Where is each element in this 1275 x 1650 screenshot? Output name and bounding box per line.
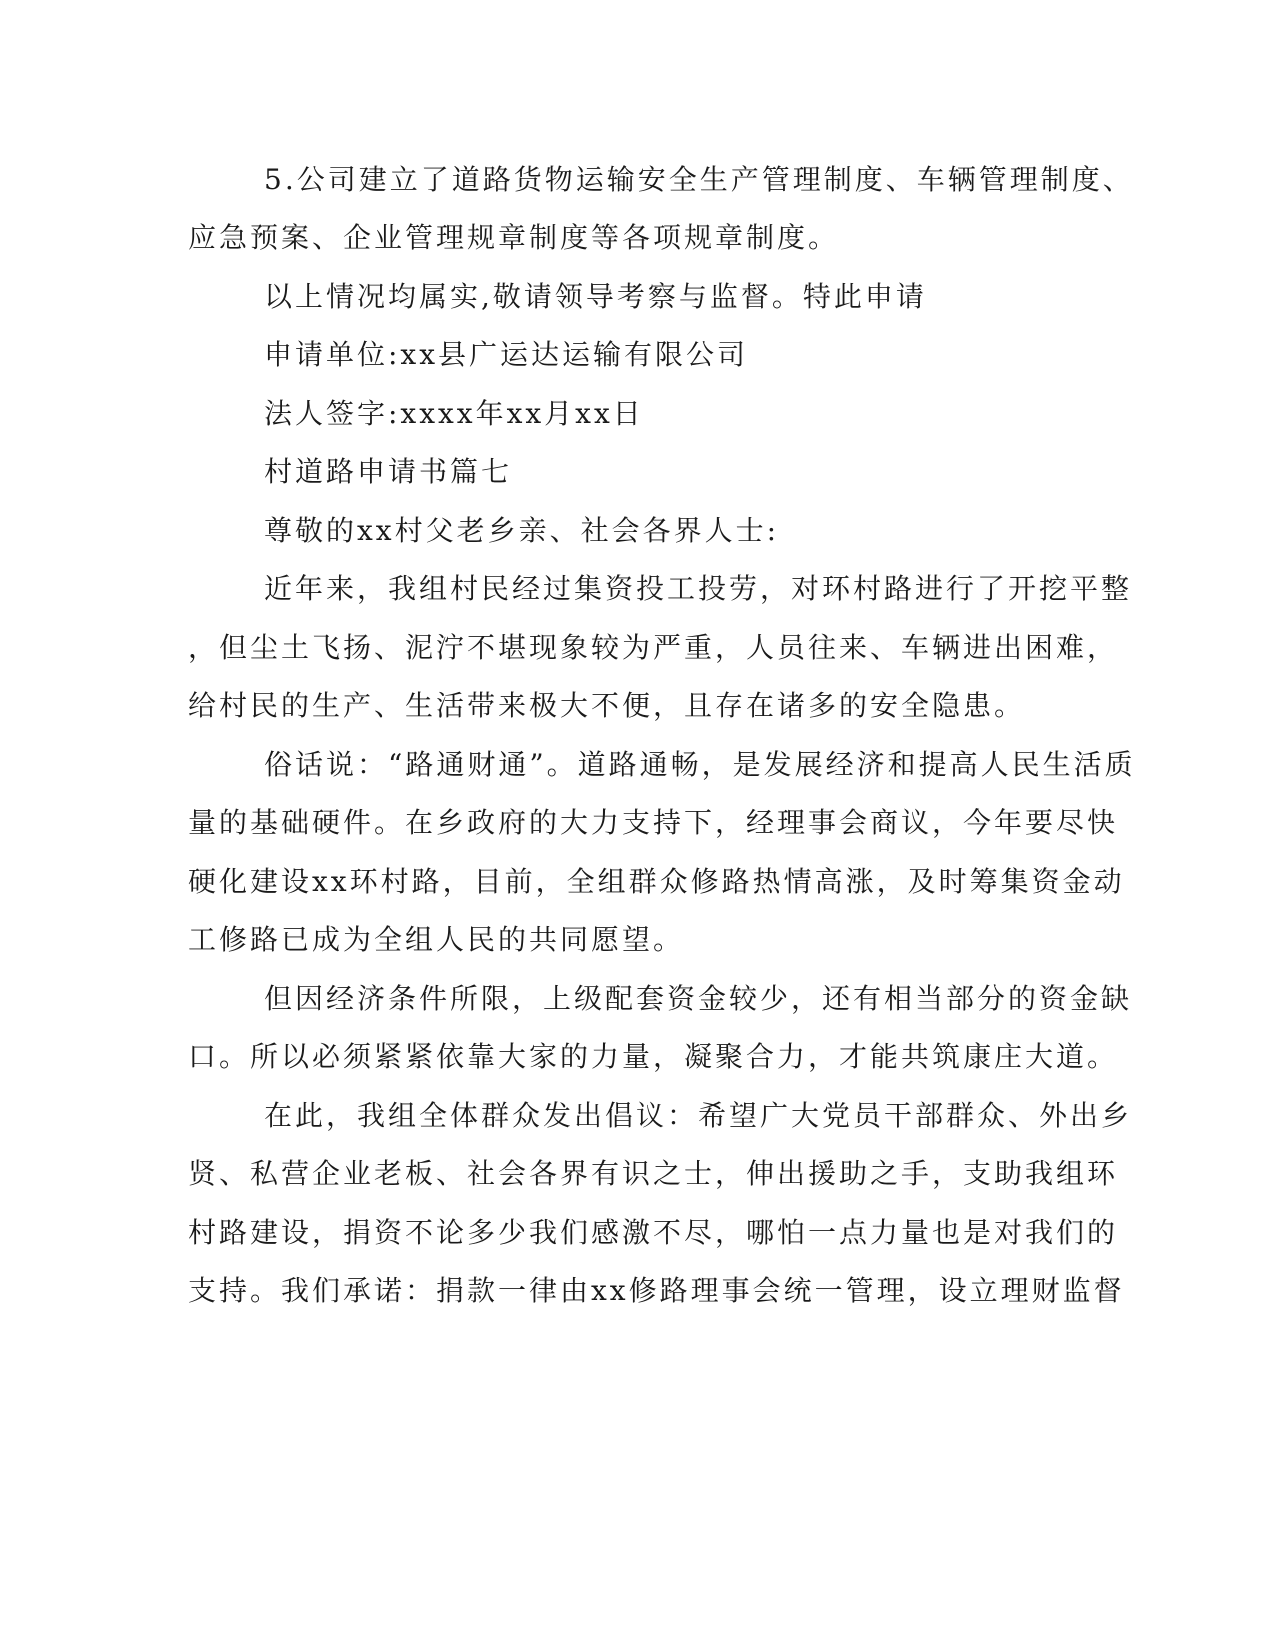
section-title: 村道路申请书篇七	[264, 455, 513, 488]
signature-date: 法人签字:xxxx年xx月xx日	[264, 397, 644, 430]
salutation: 尊敬的xx村父老乡亲、社会各界人士:	[264, 514, 780, 547]
paragraph-line-2: 应急预案、企业管理规章制度等各项规章制度。	[188, 221, 840, 254]
paragraph-line-19: 村路建设，捐资不论多少我们感激不尽，哪怕一点力量也是对我们的	[188, 1216, 1119, 1249]
paragraph-line-3: 以上情况均属实,敬请领导考察与监督。特此申请	[264, 280, 927, 313]
applicant-unit: 申请单位:xx县广运达运输有限公司	[264, 338, 749, 371]
paragraph-line-18: 贤、私营企业老板、社会各界有识之士，伸出援助之手，支助我组环	[188, 1157, 1119, 1190]
paragraph-line-9: ，但尘土飞扬、泥泞不堪现象较为严重，人员往来、车辆进出困难，	[188, 631, 1119, 664]
paragraph-line-13: 硬化建设xx环村路，目前，全组群众修路热情高涨，及时筹集资金动	[188, 865, 1125, 898]
paragraph-line-12: 量的基础硬件。在乡政府的大力支持下，经理事会商议，今年要尽快	[188, 806, 1119, 839]
paragraph-line-15: 但因经济条件所限，上级配套资金较少，还有相当部分的资金缺	[264, 982, 1133, 1015]
paragraph-line-17: 在此，我组全体群众发出倡议：希望广大党员干部群众、外出乡	[264, 1099, 1133, 1132]
paragraph-line-8: 近年来，我组村民经过集资投工投劳，对环村路进行了开挖平整	[264, 572, 1133, 605]
paragraph-line-10: 给村民的生产、生活带来极大不便，且存在诸多的安全隐患。	[188, 689, 1026, 722]
paragraph-line-16: 口。所以必须紧紧依靠大家的力量，凝聚合力，才能共筑康庄大道。	[188, 1040, 1119, 1073]
paragraph-line-20: 支持。我们承诺：捐款一律由xx修路理事会统一管理，设立理财监督	[188, 1274, 1125, 1307]
paragraph-line-1: 5.公司建立了道路货物运输安全生产管理制度、车辆管理制度、	[264, 163, 1134, 196]
paragraph-line-14: 工修路已成为全组人民的共同愿望。	[188, 923, 685, 956]
paragraph-line-11: 俗话说：“路通财通”。道路通畅，是发展经济和提高人民生活质	[264, 748, 1136, 781]
